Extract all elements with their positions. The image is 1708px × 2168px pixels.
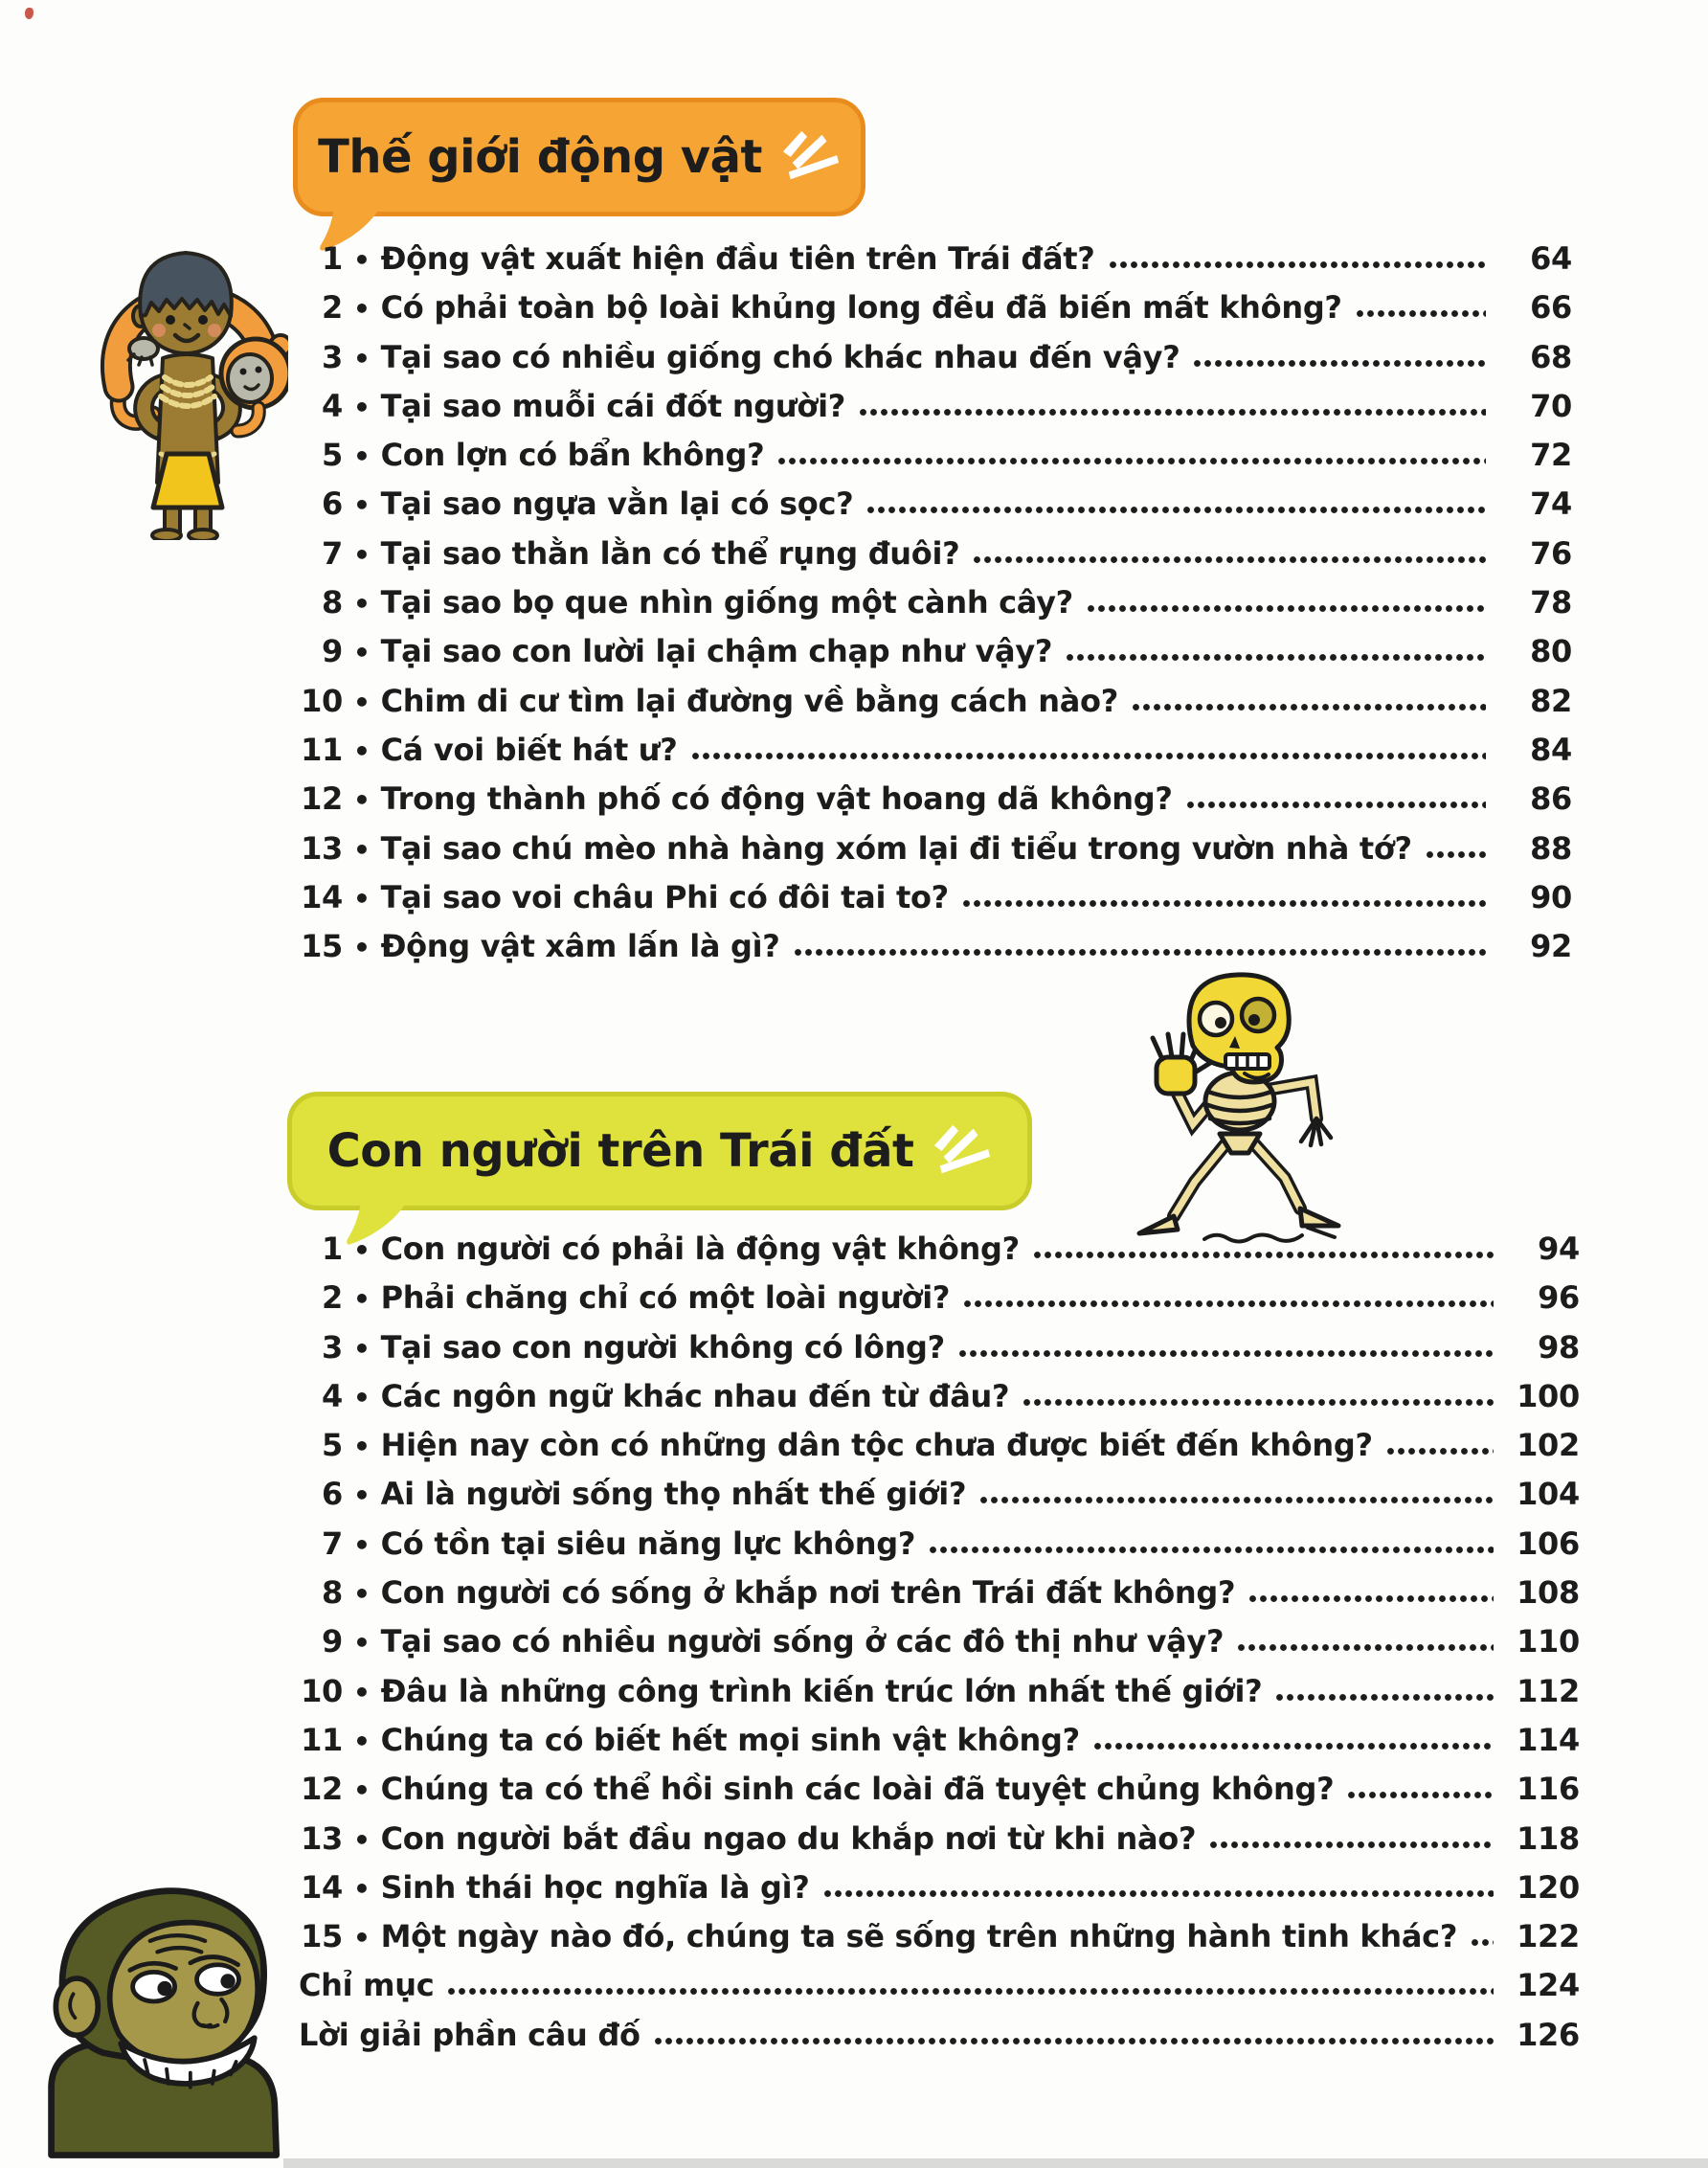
toc-entry-title: Hiện nay còn có những dân tộc chưa được biết đến không?: [380, 1427, 1373, 1464]
toc-entry-page-number: 112: [1517, 1672, 1580, 1709]
toc-entry-page-number: 78: [1530, 584, 1572, 621]
toc-bullet: •: [353, 293, 371, 326]
toc-row: [299, 825, 1572, 874]
toc-entry-title: Tại sao có nhiều người sống ở các đô thị như vậy?: [380, 1623, 1225, 1660]
toc-entry-number: 3: [322, 1328, 343, 1366]
toc-dotted-leader: [1023, 1398, 1494, 1407]
toc-bullet: •: [353, 1774, 371, 1807]
toc-bullet: •: [353, 882, 371, 915]
emphasis-spark-icon: [781, 130, 841, 184]
toc-list-humans-on-earth: [299, 1226, 1580, 2061]
toc-entry-page-number: 124: [1517, 1967, 1580, 2004]
toc-row: [299, 727, 1572, 776]
toc-bullet: •: [353, 1431, 371, 1463]
toc-entry-number: 11: [301, 731, 343, 768]
toc-row: [299, 1226, 1580, 1275]
toc-row: [299, 334, 1572, 383]
toc-entry-page-number: 110: [1517, 1623, 1580, 1660]
toc-bullet: •: [353, 1283, 371, 1316]
toc-entry-number: 4: [322, 1377, 343, 1414]
toc-entry-number: 10: [301, 1672, 343, 1709]
toc-entry-number: 8: [322, 1574, 343, 1612]
toc-entry-page-number: 72: [1530, 437, 1572, 474]
skeleton-illustration: [1112, 965, 1371, 1248]
toc-row: [299, 284, 1572, 333]
toc-row: [299, 678, 1572, 727]
toc-entry-number: 9: [322, 633, 343, 670]
toc-bullet: •: [353, 1627, 371, 1660]
toc-dotted-leader: [1093, 1742, 1494, 1750]
toc-entry-page-number: 66: [1530, 289, 1572, 327]
toc-entry-number: 12: [301, 1771, 343, 1808]
toc-dotted-leader: [973, 555, 1486, 564]
section-title: Con người trên Trái đất: [326, 1124, 914, 1178]
toc-entry-page-number: 80: [1530, 633, 1572, 670]
toc-entry-page-number: 64: [1530, 240, 1572, 277]
toc-bullet: •: [353, 1381, 371, 1413]
toc-entry-title: Có phải toàn bộ loài khủng long đều đã biến mất không?: [380, 289, 1342, 327]
toc-entry-page-number: 122: [1517, 1918, 1580, 1955]
toc-entry-page-number: 84: [1530, 731, 1572, 768]
toc-entry-page-number: 74: [1530, 486, 1572, 523]
toc-row: [299, 1471, 1580, 1520]
toc-entry-title: Con lợn có bẩn không?: [380, 437, 765, 474]
toc-bullet: •: [353, 440, 371, 473]
toc-row: [299, 1766, 1580, 1815]
toc-entry-title: Chúng ta có thể hồi sinh các loài đã tuyệt chủng không?: [380, 1771, 1335, 1808]
toc-entry-title: Cá voi biết hát ư?: [380, 731, 678, 768]
toc-row: [299, 1373, 1580, 1422]
toc-entry-title: Trong thành phố có động vật hoang dã không?: [380, 780, 1173, 818]
toc-dotted-leader: [859, 408, 1486, 417]
toc-entry-page-number: 76: [1530, 534, 1572, 572]
toc-entry-number: 6: [322, 1476, 343, 1513]
toc-entry-title: Phải chăng chỉ có một loài người?: [380, 1279, 951, 1317]
toc-entry-title: Tại sao thằn lằn có thể rụng đuôi?: [380, 534, 960, 572]
section-header-humans-on-earth: [287, 1092, 1032, 1210]
toc-bullet: •: [353, 1234, 371, 1266]
toc-row: [299, 1913, 1580, 1962]
toc-bullet: •: [353, 734, 371, 767]
toc-dotted-leader: [866, 506, 1486, 514]
toc-entry-title: Động vật xâm lấn là gì?: [380, 928, 780, 965]
toc-entry-page-number: 114: [1517, 1721, 1580, 1758]
toc-row: [299, 1324, 1580, 1373]
toc-bullet: •: [353, 342, 371, 374]
toc-entry-number: 15: [301, 928, 343, 965]
toc-entry-title: Sinh thái học nghĩa là gì?: [380, 1868, 810, 1906]
toc-list-animal-world: [299, 236, 1572, 972]
toc-row: [299, 1275, 1580, 1323]
toc-bullet: •: [353, 1578, 371, 1611]
toc-entry-number: 13: [301, 1819, 343, 1857]
toc-dotted-leader: [447, 1987, 1494, 1996]
toc-bullet: •: [353, 1332, 371, 1365]
toc-entry-page-number: 96: [1538, 1279, 1580, 1317]
toc-bullet: •: [353, 784, 371, 817]
toc-entry-title: Tại sao ngựa vằn lại có sọc?: [380, 486, 854, 523]
toc-bullet: •: [353, 1872, 371, 1905]
scan-speck: [25, 8, 34, 19]
toc-dotted-leader: [1033, 1251, 1494, 1259]
toc-dotted-leader: [1347, 1791, 1494, 1799]
emphasis-spark-icon: [933, 1124, 992, 1178]
toc-bullet: •: [353, 637, 371, 669]
toc-entry-number: 3: [322, 338, 343, 375]
tribal-child-monkey-illustration: [82, 203, 288, 540]
toc-entry-title: Con người có sống ở khắp nơi trên Trái đất không?: [380, 1574, 1236, 1612]
toc-entry-number: 10: [301, 682, 343, 719]
toc-row: [299, 776, 1572, 824]
toc-row: [299, 236, 1572, 284]
toc-dotted-leader: [1356, 309, 1486, 318]
toc-entry-title: Tại sao voi châu Phi có đôi tai to?: [380, 878, 949, 915]
toc-dotted-leader: [1066, 653, 1486, 662]
toc-entry-title: Đâu là những công trình kiến trúc lớn nhất thế giới?: [380, 1672, 1263, 1709]
toc-entry-number: 12: [301, 780, 343, 818]
section-title: Thế giới động vật: [318, 130, 762, 184]
toc-entry-page-number: 70: [1530, 387, 1572, 424]
toc-entry-title: Tại sao chú mèo nhà hàng xóm lại đi tiểu trong vườn nhà tớ?: [380, 829, 1412, 867]
toc-entry-number: 14: [301, 1868, 343, 1906]
toc-entry-title: Một ngày nào đó, chúng ta sẽ sống trên những hành tinh khác?: [380, 1918, 1458, 1955]
toc-row: [299, 481, 1572, 530]
toc-bullet: •: [353, 244, 371, 276]
toc-row: [299, 1570, 1580, 1618]
toc-row: [299, 1864, 1580, 1913]
toc-entry-title: Chỉ mục: [299, 1967, 435, 2004]
toc-entry-page-number: 106: [1517, 1524, 1580, 1562]
toc-dotted-leader: [1386, 1447, 1494, 1456]
toc-dotted-leader: [963, 1299, 1494, 1308]
toc-dotted-leader: [654, 2037, 1494, 2045]
toc-bullet: •: [353, 391, 371, 423]
toc-entry-number: 9: [322, 1623, 343, 1660]
toc-dotted-leader: [1132, 703, 1486, 711]
toc-entry-number: 1: [322, 1231, 343, 1267]
toc-row: [299, 1618, 1580, 1667]
toc-bullet: •: [353, 686, 371, 718]
toc-row: [299, 531, 1572, 579]
toc-entry-page-number: 100: [1517, 1377, 1580, 1414]
toc-row: [299, 628, 1572, 677]
toc-dotted-leader: [1471, 1938, 1494, 1947]
toc-entry-title: Các ngôn ngữ khác nhau đến từ đâu?: [380, 1377, 1010, 1414]
toc-entry-title: Tại sao có nhiều giống chó khác nhau đến vậy?: [380, 338, 1180, 375]
toc-bullet: •: [353, 1725, 371, 1757]
toc-dotted-leader: [691, 752, 1486, 760]
toc-dotted-leader: [1275, 1693, 1494, 1702]
toc-row: [299, 432, 1572, 481]
toc-entry-number: 5: [322, 437, 343, 474]
toc-dotted-leader: [1186, 801, 1486, 809]
toc-entry-page-number: 86: [1530, 780, 1572, 818]
toc-bullet: •: [353, 932, 371, 964]
toc-bullet: •: [353, 1479, 371, 1512]
toc-row: [299, 923, 1572, 972]
toc-entry-title: Chúng ta có biết hết mọi sinh vật không?: [380, 1721, 1080, 1758]
toc-entry-page-number: 94: [1538, 1231, 1580, 1267]
toc-entry-page-number: 102: [1517, 1427, 1580, 1464]
toc-dotted-leader: [962, 899, 1486, 908]
toc-entry-title: Có tồn tại siêu năng lực không?: [380, 1524, 916, 1562]
toc-entry-number: 11: [301, 1721, 343, 1758]
toc-entry-title: Động vật xuất hiện đầu tiên trên Trái đất?: [380, 240, 1095, 277]
toc-entry-page-number: 88: [1530, 829, 1572, 867]
toc-entry-title: Con người có phải là động vật không?: [380, 1231, 1020, 1267]
toc-row: [299, 1816, 1580, 1864]
toc-entry-number: 13: [301, 829, 343, 867]
toc-entry-number: 2: [322, 1279, 343, 1317]
toc-row: [299, 579, 1572, 628]
toc-entry-page-number: 68: [1530, 338, 1572, 375]
toc-row: [299, 874, 1572, 923]
toc-dotted-leader: [777, 457, 1486, 465]
toc-dotted-leader: [979, 1496, 1494, 1504]
toc-dotted-leader: [794, 948, 1486, 957]
toc-entry-number: 7: [322, 534, 343, 572]
toc-dotted-leader: [1248, 1594, 1494, 1603]
toc-bullet: •: [353, 489, 371, 522]
toc-row: [299, 1717, 1580, 1766]
toc-bullet: •: [353, 1676, 371, 1708]
toc-entry-page-number: 118: [1517, 1819, 1580, 1857]
toc-row: [299, 1521, 1580, 1570]
toc-row: [299, 1422, 1580, 1471]
toc-entry-title: Ai là người sống thọ nhất thế giới?: [380, 1476, 967, 1513]
toc-row: [299, 1668, 1580, 1717]
toc-entry-title: Tại sao bọ que nhìn giống một cành cây?: [380, 584, 1073, 621]
toc-entry-number: 1: [322, 240, 343, 277]
toc-bullet: •: [353, 588, 371, 621]
toc-bullet: •: [353, 1528, 371, 1561]
toc-entry-page-number: 126: [1517, 2016, 1580, 2053]
toc-dotted-leader: [1237, 1643, 1494, 1652]
toc-entry-title: Tại sao muỗi cái đốt người?: [380, 387, 846, 424]
toc-entry-number: 5: [322, 1427, 343, 1464]
section-header-animal-world: [293, 98, 865, 216]
toc-entry-page-number: 116: [1517, 1771, 1580, 1808]
toc-dotted-leader: [1193, 359, 1486, 368]
toc-entry-page-number: 90: [1530, 878, 1572, 915]
toc-bullet: •: [353, 1823, 371, 1856]
toc-bullet: •: [353, 1922, 371, 1954]
toc-entry-number: 8: [322, 584, 343, 621]
toc-entry-number: 7: [322, 1524, 343, 1562]
toc-entry-number: 2: [322, 289, 343, 327]
toc-entry-page-number: 108: [1517, 1574, 1580, 1612]
toc-entry-title: Tại sao con lười lại chậm chạp như vậy?: [380, 633, 1053, 670]
toc-entry-page-number: 82: [1530, 682, 1572, 719]
toc-entry-page-number: 92: [1530, 928, 1572, 965]
toc-entry-page-number: 104: [1517, 1476, 1580, 1513]
toc-row: [299, 383, 1572, 432]
toc-dotted-leader: [1087, 604, 1486, 613]
gorilla-illustration: [42, 1842, 291, 2158]
toc-bullet: •: [353, 538, 371, 571]
toc-entry-page-number: 98: [1538, 1328, 1580, 1366]
toc-dotted-leader: [929, 1546, 1494, 1554]
toc-dotted-leader: [1109, 260, 1486, 269]
toc-row: [299, 1962, 1580, 2011]
toc-entry-number: 4: [322, 387, 343, 424]
toc-entry-title: Con người bắt đầu ngao du khắp nơi từ khi nào?: [380, 1819, 1197, 1857]
toc-entry-title: Chim di cư tìm lại đường về bằng cách nào?: [380, 682, 1118, 719]
toc-dotted-leader: [1209, 1841, 1494, 1849]
toc-dotted-leader: [958, 1349, 1494, 1358]
toc-bullet: •: [353, 833, 371, 866]
toc-entry-number: 6: [322, 486, 343, 523]
toc-entry-number: 14: [301, 878, 343, 915]
toc-entry-page-number: 120: [1517, 1868, 1580, 1906]
toc-row: [299, 2012, 1580, 2061]
toc-entry-title: Tại sao con người không có lông?: [380, 1328, 945, 1366]
toc-entry-number: 15: [301, 1918, 343, 1955]
toc-dotted-leader: [823, 1889, 1494, 1898]
toc-entry-title: Lời giải phần câu đố: [299, 2016, 640, 2053]
toc-dotted-leader: [1426, 850, 1486, 859]
scan-edge-artifact: [283, 2158, 1708, 2168]
